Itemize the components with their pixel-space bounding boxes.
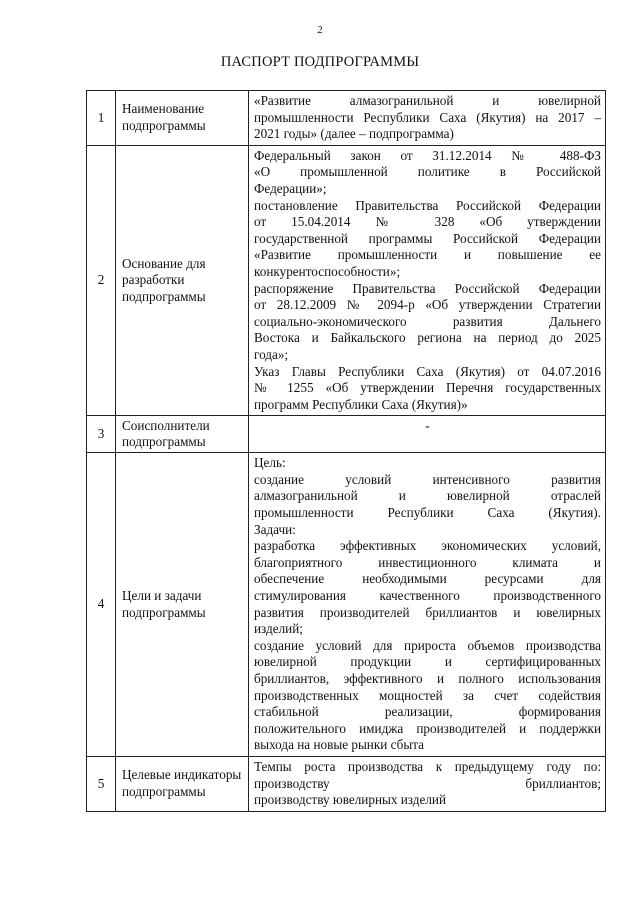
content-line: изделий; — [254, 621, 303, 637]
content-line: промышленности Республики Саха (Якутия). — [254, 505, 601, 521]
passport-row-3 — [87, 416, 606, 453]
content-line: алмазогранильной и ювелирной отраслей — [254, 488, 601, 504]
row-content — [249, 453, 606, 757]
content-line: стимулирования качественного производственного — [254, 588, 601, 604]
content-line: выхода на новые рынки сбыта — [254, 737, 424, 753]
row-name: Соисполнители подпрограммы — [116, 416, 249, 453]
content-line: Федеральный закон от 31.12.2014 № 488-ФЗ — [254, 147, 601, 163]
row-content — [249, 91, 606, 146]
content-line: Востока и Байкальского региона на период до 2025 — [254, 330, 601, 346]
content-line: производству ювелирных изделий — [254, 792, 447, 808]
content-line: 2021 годы» (далее – подпрограмма) — [254, 126, 454, 142]
content-line: благоприятного инвестиционного климата и — [254, 554, 601, 570]
content-line: распоряжение Правительства Российской Федерации — [254, 280, 601, 296]
passport-table — [86, 90, 606, 812]
content-line: государственной программы Российской Федерации — [254, 230, 601, 246]
content-line: конкурентоспособности»; — [254, 263, 401, 279]
row-content — [249, 416, 606, 453]
content-line: бриллиантов, эффективного и полного использования — [254, 671, 601, 686]
row-number: 4 — [87, 453, 116, 757]
content-line: производственных мощностей за счет содействия — [254, 687, 601, 703]
content-line: Федерации»; — [254, 180, 327, 196]
content-line: создание условий интенсивного развития — [254, 471, 601, 487]
content-line: № 1255 «Об утверждении Перечня государственных — [254, 380, 601, 396]
row-name: Наименование подпрограммы — [116, 91, 249, 146]
content-line: постановление Правительства Российской Федерации — [254, 197, 601, 213]
content-line: обеспечение необходимыми ресурсами для — [254, 571, 601, 587]
row-number: 5 — [87, 756, 116, 811]
page-number: 2 — [317, 24, 323, 36]
row-number: 2 — [87, 145, 116, 416]
content-line: Указ Главы Республики Саха (Якутия) от 04.07.2016 — [254, 363, 601, 379]
content-line: от 15.04.2014 № 328 «Об утверждении — [254, 214, 601, 230]
content-line: от 28.12.2009 № 2094-р «Об утверждении Стратегии — [254, 297, 601, 313]
row-content — [249, 756, 606, 811]
empty-dash: - — [425, 418, 430, 434]
content-line: создание условий для прироста объемов производства — [254, 637, 601, 653]
content-line: стабильной реализации, формирования — [254, 704, 601, 720]
content-line: промышленности Республики Саха (Якутия) на 2017 – — [254, 109, 601, 125]
content-line: ювелирной продукции и сертифицированных — [254, 654, 601, 670]
passport-row-4 — [87, 453, 606, 757]
row-name: Цели и задачи подпрограммы — [116, 453, 249, 757]
content-line: развития производителей бриллиантов и ювелирных — [254, 604, 601, 620]
content-line: разработка эффективных экономических условий, — [254, 538, 601, 554]
content-line: программ Республики Саха (Якутия)» — [254, 396, 468, 412]
content-line: Цель: — [254, 455, 286, 471]
row-number: 1 — [87, 91, 116, 146]
content-line: Задачи: — [254, 521, 296, 537]
document-title: ПАСПОРТ ПОДПРОГРАММЫ — [220, 54, 420, 70]
row-content — [249, 145, 606, 416]
passport-table-body — [87, 91, 606, 812]
row-number: 3 — [87, 416, 116, 453]
passport-row-5 — [87, 756, 606, 811]
content-line: социально-экономического развития Дальнего — [254, 313, 601, 329]
content-line: «Развитие промышленности и повышение ее — [254, 247, 601, 263]
content-line: положительного имиджа производителей и поддержки — [254, 720, 601, 736]
content-line: производству бриллиантов; — [254, 775, 601, 791]
content-line: Темпы роста производства к предыдущему году по: — [254, 758, 601, 774]
content-line: «О промышленной политике в Российской — [254, 164, 601, 180]
content-line: «Развитие алмазогранильной и ювелирной — [254, 93, 601, 108]
passport-row-1 — [87, 91, 606, 146]
content-line: года»; — [254, 346, 289, 362]
row-name: Целевые индикаторы подпрограммы — [116, 756, 249, 811]
row-name: Основание для разработки подпрограммы — [116, 145, 249, 416]
passport-row-2 — [87, 145, 606, 416]
